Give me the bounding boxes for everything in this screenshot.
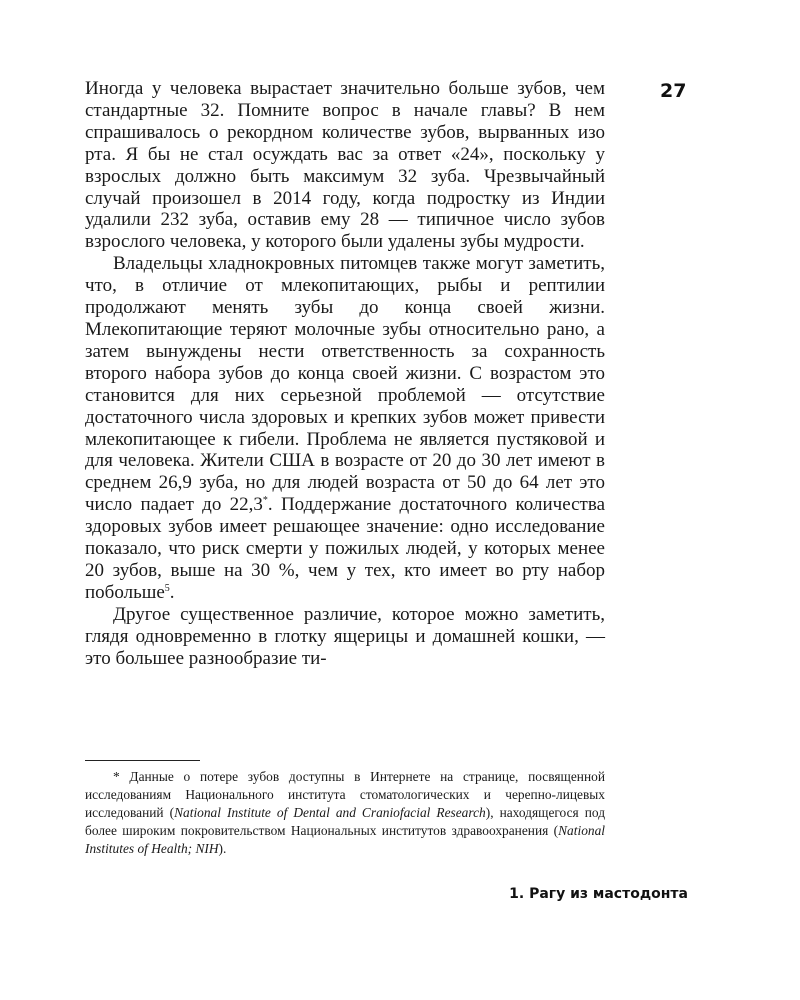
footnote-text-b: ), находящегося под более широким покровительством Национальных институтов здравоохранения ( <box>85 805 606 838</box>
footnote-divider <box>85 760 200 761</box>
paragraph-2-text-c: . <box>169 581 175 603</box>
page-number: 27 <box>660 80 687 102</box>
paragraph-1: Иногда у человека вырастает значительно больше зубов, чем стандартные 32. Помните вопрос в начале главы? В нем спрашивалось о рекордном количестве зубов, вырванных изо рта. Я бы не стал осуждать вас за ответ «24», поскольку у взрослых должно быть максимум 32 зуба. Чрезвычайный случай произошел в 2014 году, когда подростку из Индии удалили 232 зуба, оставив ему 28 — типичное число зубов взрослого человека, у которого были удалены зубы мудрости. <box>85 78 605 253</box>
paragraph-2-text-a: Владельцы хладнокровных питомцев также могут заметить, что, в отличие от млекопитающих, рыбы и рептилии продолжают менять зубы до конца своей жизни. Млекопитающие теряют молочные зубы относительно рано, а затем вынуждены нести ответственность за сохранность второго набора зубов до конца своей жизни. С возрастом это становится для них серьезной проблемой — отсутствие достаточного числа здоровых и крепких зубов может привести млекопитающее к гибели. Проблема не является пустяковой и для человека. Жители США в возрасте от 20 до 30 лет имеют в среднем 26,9 зуба, но для людей возраста от 50 до 64 лет это число падает до 22,3 <box>85 253 605 516</box>
footnote-marker: * <box>262 495 268 507</box>
paragraph-3: Другое существенное различие, которое можно заметить, глядя одновременно в глотку ящерицы и домашней кошки, — это большее разнообразие ти- <box>85 603 605 669</box>
running-footer: 1. Рагу из мастодонта <box>509 886 688 902</box>
endnote-marker: 5 <box>164 582 170 594</box>
footnote-italic-nidcr: National Institute of Dental and Craniofacial Research <box>174 805 486 820</box>
body-text <box>85 78 605 669</box>
footnote <box>85 768 605 858</box>
footnote-text-c: ). <box>218 841 227 856</box>
footnote-italic-nih: National Institutes of Health; NIH <box>85 823 605 856</box>
footnote-text-a: * Данные о потере зубов доступны в Интернете на странице, посвященной исследованиям Национального института стоматологических и черепно-лицевых исследований ( <box>85 769 605 820</box>
paragraph-2-text-b: . Поддержание достаточного количества здоровых зубов имеет решающее значение: одно исследование показало, что риск смерти у пожилых людей, у которых менее 20 зубов, выше на 30 %, чем у тех, кто имеет во рту набор побольше <box>85 494 605 603</box>
paragraph-2 <box>85 253 605 604</box>
